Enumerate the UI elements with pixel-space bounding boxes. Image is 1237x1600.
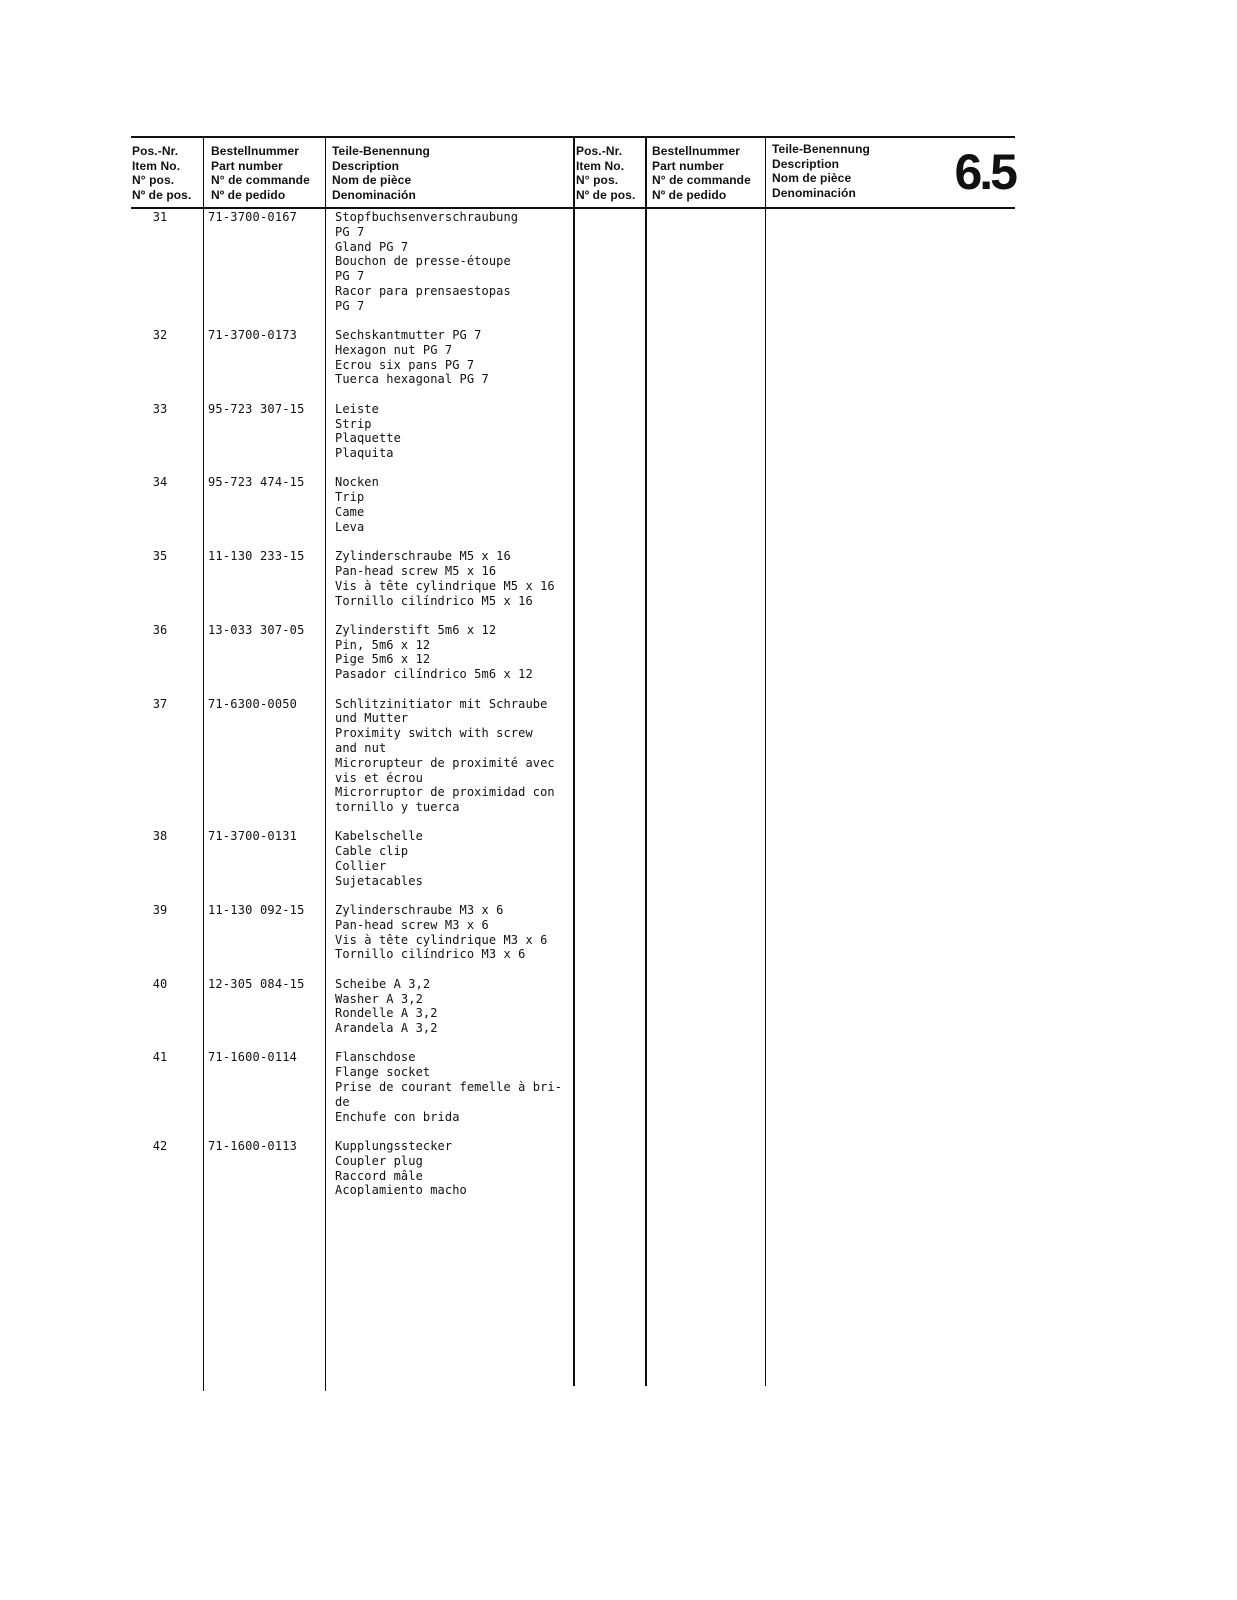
part-description (335, 903, 581, 962)
item-position: 38 (152, 829, 168, 844)
part-number: 71-3700-0173 (208, 328, 298, 343)
description-line: Enchufe con brida (335, 1109, 460, 1124)
description-line: Tuerca hexagonal PG 7 (335, 372, 489, 387)
part-description (335, 210, 581, 314)
item-position: 42 (152, 1138, 168, 1153)
parts-list (131, 210, 581, 1213)
description-line: Collier (335, 858, 387, 873)
description-line: Prise de courant femelle à bri- (335, 1080, 563, 1095)
description-line: Scheibe A 3,2 (335, 976, 431, 991)
part-number: 71-1600-0113 (208, 1138, 298, 1153)
parts-row (131, 623, 581, 682)
parts-row (131, 697, 581, 815)
item-position: 31 (152, 210, 168, 224)
part-number: 95-723 474-15 (208, 475, 305, 490)
parts-row (131, 549, 581, 608)
description-line: Leiste (335, 401, 379, 416)
parts-list-page (131, 136, 1015, 1391)
part-number: 71-3700-0131 (208, 829, 298, 844)
item-position: 41 (152, 1050, 168, 1065)
description-line: und Mutter (335, 711, 409, 726)
parts-row (131, 1139, 581, 1198)
parts-row (131, 903, 581, 962)
description-line: tornillo y tuerca (335, 800, 460, 815)
description-line: Microrupteur de proximité avec (335, 755, 555, 770)
description-line: Raccord mâle (335, 1168, 423, 1183)
description-line: Came (335, 505, 365, 520)
description-line: Plaquita (335, 446, 394, 461)
description-line: Arandela A 3,2 (335, 1021, 438, 1036)
description-line: PG 7 (335, 224, 365, 239)
description-line: Strip (335, 416, 372, 431)
description-line: Flanschdose (335, 1050, 416, 1065)
description-line: vis et écrou (335, 770, 423, 785)
part-description (335, 549, 581, 608)
description-line: Kupplungsstecker (335, 1138, 453, 1153)
description-line: Tornillo cilíndrico M5 x 16 (335, 593, 533, 608)
part-description (335, 829, 581, 888)
part-number: 13-033 307-05 (208, 622, 305, 637)
part-description (335, 977, 581, 1036)
description-line: Microrruptor de proximidad con (335, 785, 555, 800)
item-position: 35 (152, 549, 168, 564)
item-position: 36 (152, 622, 168, 637)
description-line: Washer A 3,2 (335, 991, 423, 1006)
part-description (335, 1139, 581, 1198)
description-line: Sechskantmutter PG 7 (335, 328, 482, 343)
description-line: Rondelle A 3,2 (335, 1006, 438, 1021)
description-line: Ecrou six pans PG 7 (335, 357, 475, 372)
description-line: Acoplamiento macho (335, 1183, 467, 1198)
description-line: Nocken (335, 475, 379, 490)
part-number: 71-6300-0050 (208, 696, 298, 711)
description-line: Schlitzinitiator mit Schraube (335, 696, 548, 711)
item-position: 33 (152, 401, 168, 416)
parts-row (131, 328, 581, 387)
description-line: de (335, 1094, 350, 1109)
description-line: Racor para prensaestopas (335, 283, 511, 298)
description-line: Trip (335, 490, 365, 505)
item-position: 32 (152, 328, 168, 343)
part-description (335, 623, 581, 682)
part-description (335, 475, 581, 534)
header-pos-column-right: Pos.-Nr. Item No. N° pos. Nº de pos. (576, 144, 636, 202)
description-line: PG 7 (335, 298, 365, 313)
description-line: Cable clip (335, 844, 409, 859)
description-line: Zylinderschraube M3 x 6 (335, 903, 504, 918)
description-line: Pasador cilíndrico 5m6 x 12 (335, 667, 533, 682)
description-line: Stopfbuchsenverschraubung (335, 210, 519, 224)
parts-row (131, 210, 581, 314)
description-line: Pan-head screw M5 x 16 (335, 563, 497, 578)
part-description (335, 697, 581, 815)
parts-row (131, 829, 581, 888)
header-partno-column: Bestellnummer Part number N° de commande Nº de pedido (211, 144, 310, 202)
description-line: Proximity switch with screw (335, 726, 533, 741)
description-line: Zylinderschraube M5 x 16 (335, 549, 511, 564)
description-line: Tornillo cilíndrico M3 x 6 (335, 947, 526, 962)
item-position: 40 (152, 976, 168, 991)
description-line: Bouchon de presse-étoupe (335, 254, 511, 269)
header-name-column-right: Teile-Benennung Description Nom de pièce Denominación (772, 142, 870, 200)
part-number: 11-130 092-15 (208, 903, 305, 918)
description-line: Hexagon nut PG 7 (335, 342, 453, 357)
description-line: and nut (335, 740, 387, 755)
header-partno-column-right: Bestellnummer Part number N° de commande Nº de pedido (652, 144, 751, 202)
description-line: PG 7 (335, 269, 365, 284)
parts-row (131, 1050, 581, 1124)
parts-row (131, 475, 581, 534)
part-number: 71-1600-0114 (208, 1050, 298, 1065)
part-number: 71-3700-0167 (208, 210, 298, 224)
page-number: 6.5 (954, 144, 1015, 200)
description-line: Vis à tête cylindrique M3 x 6 (335, 932, 548, 947)
item-position: 39 (152, 903, 168, 918)
part-number: 95-723 307-15 (208, 401, 305, 416)
parts-row (131, 402, 581, 461)
description-line: Leva (335, 519, 365, 534)
description-line: Vis à tête cylindrique M5 x 16 (335, 578, 555, 593)
part-description (335, 1050, 581, 1124)
description-line: Pin, 5m6 x 12 (335, 637, 431, 652)
item-position: 34 (152, 475, 168, 490)
description-line: Pige 5m6 x 12 (335, 652, 431, 667)
description-line: Plaquette (335, 431, 401, 446)
part-description (335, 402, 581, 461)
header-pos-column: Pos.-Nr. Item No. N° pos. Nº de pos. (132, 144, 192, 202)
description-line: Flange socket (335, 1065, 431, 1080)
column-divider (765, 136, 766, 1386)
part-description (335, 328, 581, 387)
header-name-column: Teile-Benennung Description Nom de pièce Denominación (332, 144, 430, 202)
part-number: 12-305 084-15 (208, 976, 305, 991)
parts-row (131, 977, 581, 1036)
description-line: Kabelschelle (335, 829, 423, 844)
column-divider (645, 136, 647, 1386)
part-number: 11-130 233-15 (208, 549, 305, 564)
description-line: Gland PG 7 (335, 239, 409, 254)
description-line: Sujetacables (335, 873, 423, 888)
item-position: 37 (152, 696, 168, 711)
description-line: Pan-head screw M3 x 6 (335, 917, 489, 932)
description-line: Coupler plug (335, 1153, 423, 1168)
description-line: Zylinderstift 5m6 x 12 (335, 622, 497, 637)
